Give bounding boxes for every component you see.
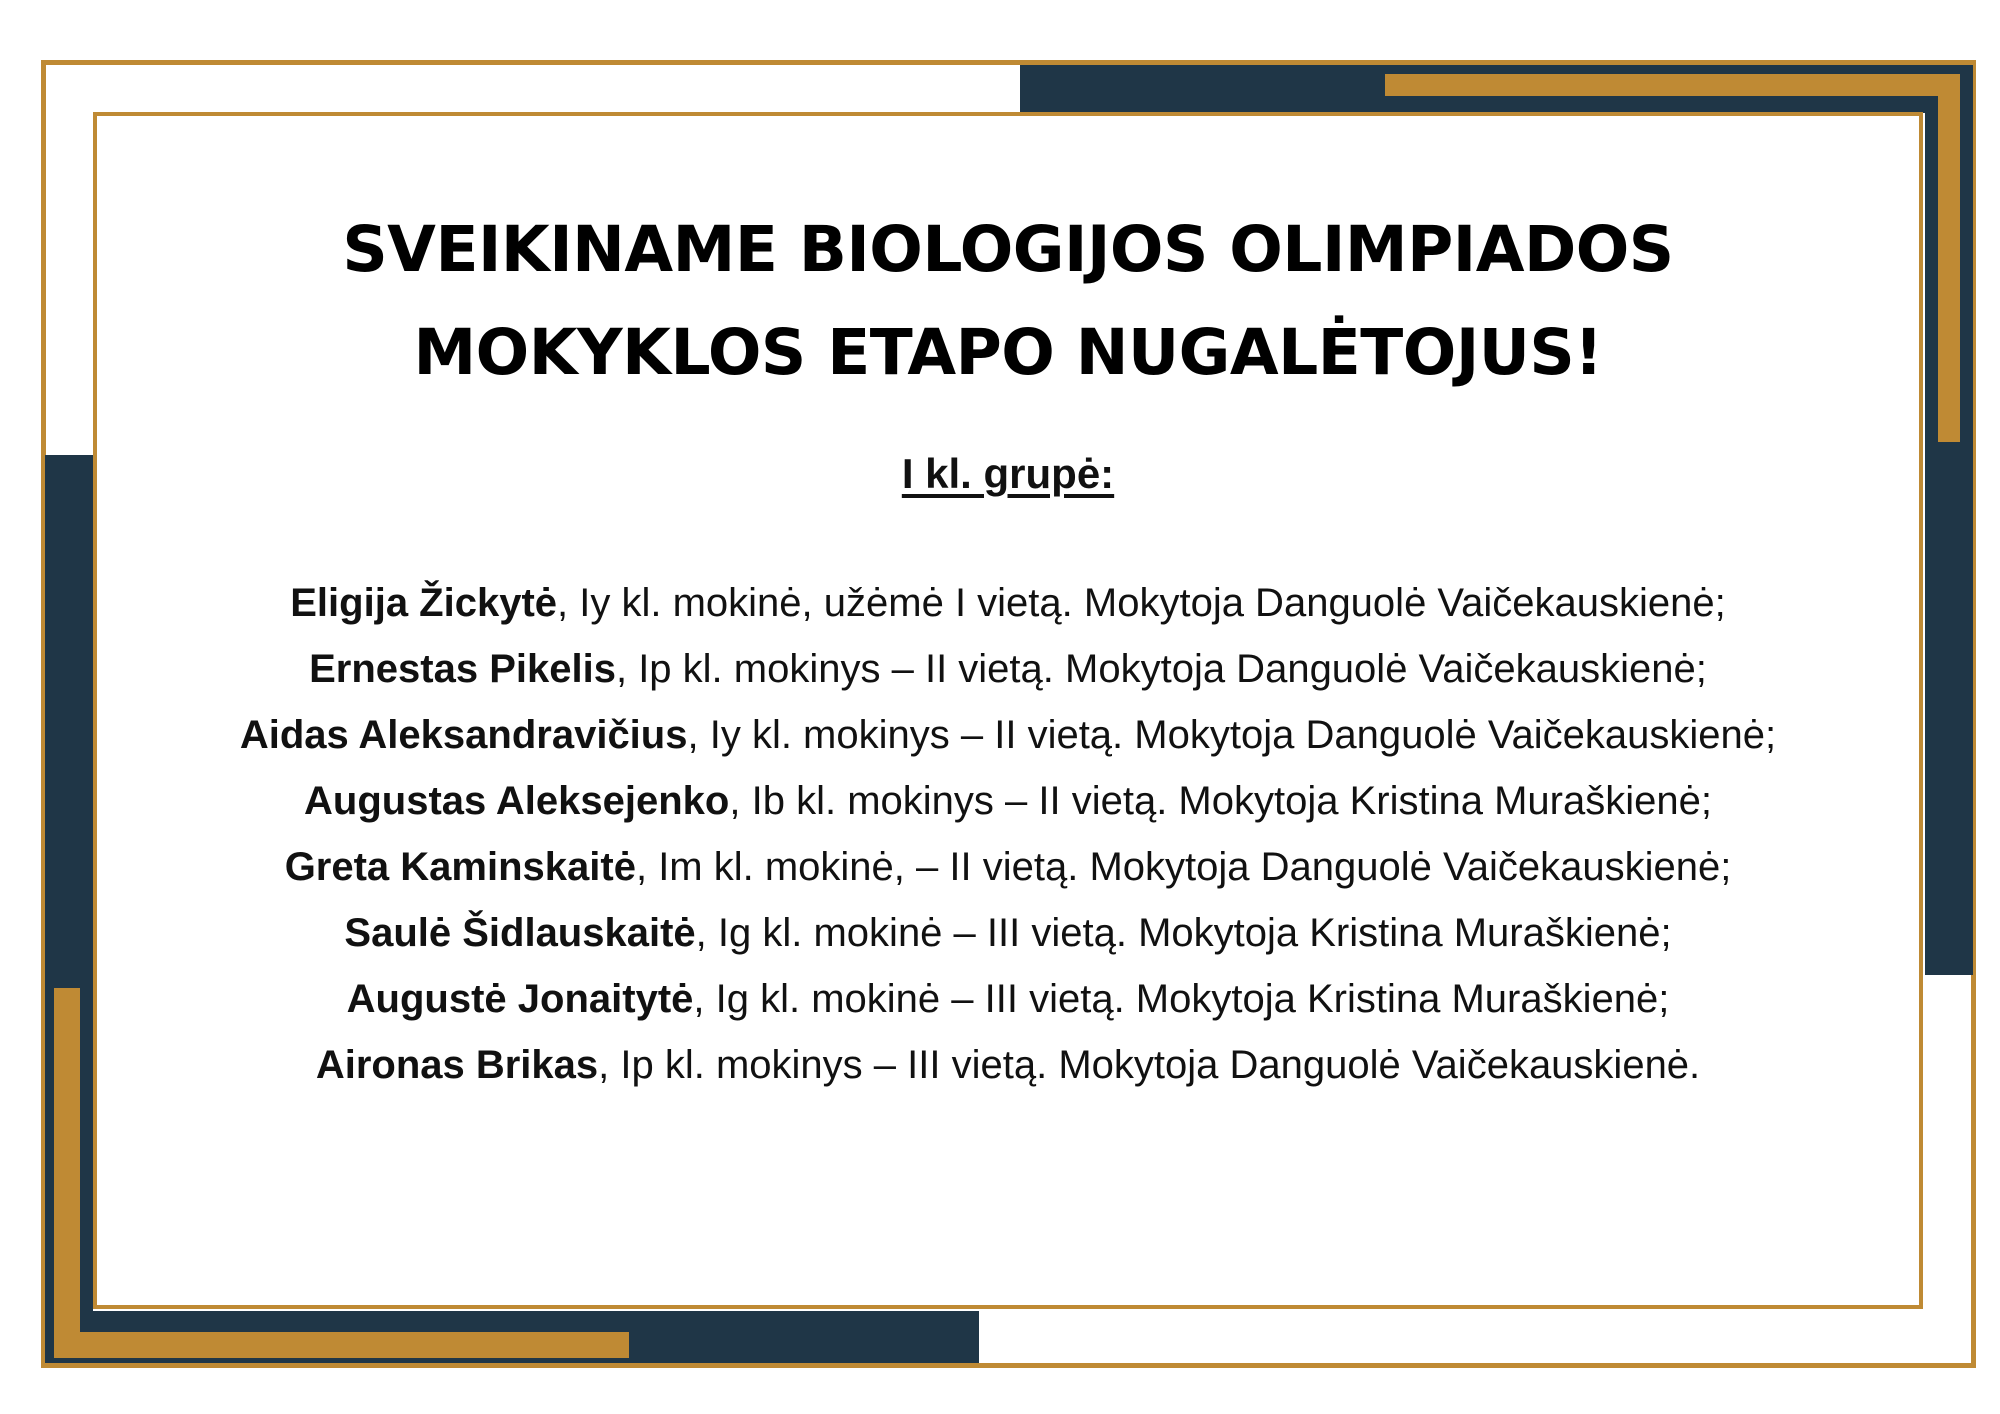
winner-details: , Iy kl. mokinys – II vietą. Mokytoja Danguolė Vaičekauskienė; [687, 713, 1777, 757]
right-gold-band [1938, 74, 1960, 442]
winner-name: Greta Kaminskaitė [284, 845, 636, 889]
title-line-1: SVEIKINAME BIOLOGIJOS OLIMPIADOS [342, 213, 1674, 286]
winner-details: , Ip kl. mokinys – III vietą. Mokytoja Danguolė Vaičekauskienė. [598, 1043, 1701, 1087]
bottom-gold-band [54, 1332, 629, 1358]
winners-list [137, 570, 1879, 1098]
title-line-2: MOKYKLOS ETAPO NUGALĖTOJUS! [413, 316, 1603, 389]
winner-name: Augustė Jonaitytė [346, 977, 694, 1021]
winner-name: Aironas Brikas [315, 1043, 599, 1087]
winner-details: , Ig kl. mokinė – III vietą. Mokytoja Kristina Muraškienė; [695, 911, 1672, 955]
winner-entry-2 [309, 647, 1707, 691]
winner-entry-1 [290, 581, 1726, 625]
winner-name: Aidas Aleksandravičius [239, 713, 688, 757]
winner-details: , Ig kl. mokinė – III vietą. Mokytoja Kristina Muraškienė; [693, 977, 1670, 1021]
winner-name: Eligija Žickytė [290, 581, 558, 625]
winner-details: , Ip kl. mokinys – II vietą. Mokytoja Danguolė Vaičekauskienė; [615, 647, 1707, 691]
winner-details: , Im kl. mokinė, – II vietą. Mokytoja Danguolė Vaičekauskienė; [635, 845, 1732, 889]
winner-details: , Iy kl. mokinė, užėmė I vietą. Mokytoja Danguolė Vaičekauskienė; [557, 581, 1726, 625]
winner-entry-4 [304, 779, 1712, 823]
winner-entry-7 [347, 977, 1670, 1021]
winner-entry-8 [316, 1043, 1700, 1087]
left-gold-band [54, 988, 80, 1358]
group-heading: I kl. grupė: [901, 450, 1115, 497]
page-title [97, 198, 1919, 404]
winner-entry-5 [285, 845, 1732, 889]
winner-name: Augustas Aleksejenko [304, 779, 730, 823]
winner-details: , Ib kl. mokinys – II vietą. Mokytoja Kristina Muraškienė; [729, 779, 1712, 823]
winner-name: Saulė Šidlauskaitė [344, 911, 696, 955]
winner-entry-6 [344, 911, 1671, 955]
top-gold-band [1385, 74, 1960, 96]
content-panel [93, 112, 1923, 1309]
winner-entry-3 [240, 713, 1776, 757]
winner-name: Ernestas Pikelis [309, 647, 616, 691]
